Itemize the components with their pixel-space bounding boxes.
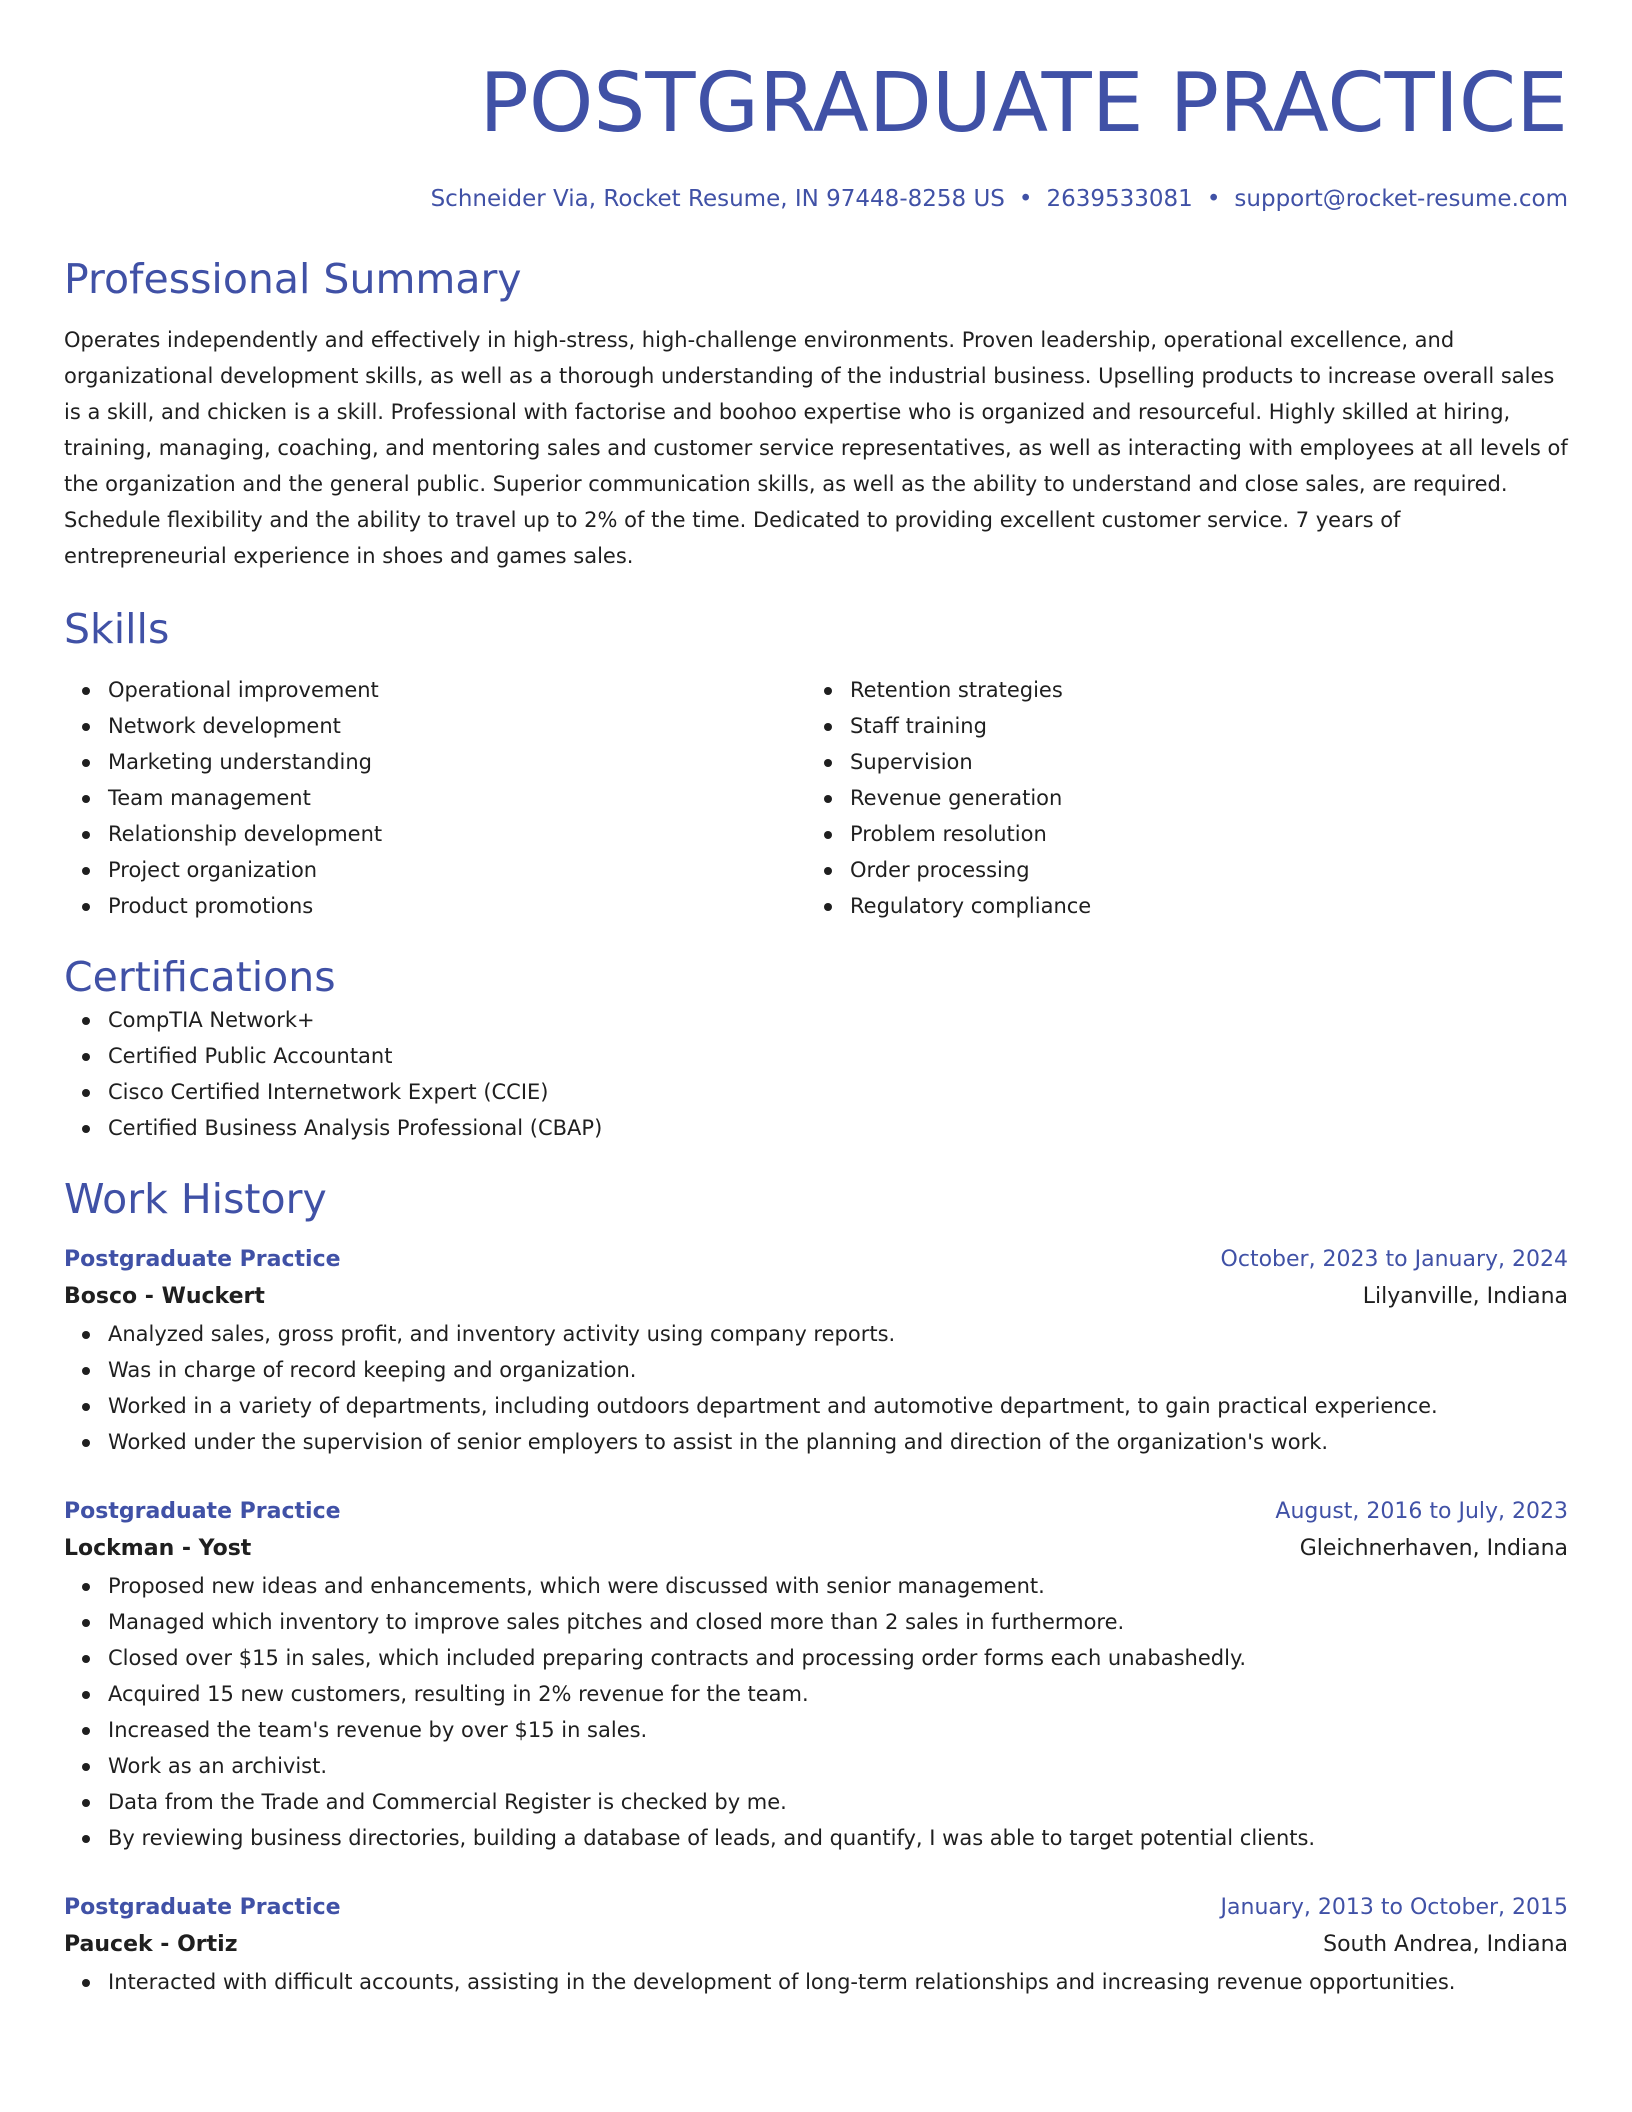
resume-page bbox=[64, 0, 1568, 2000]
job-dates: October, 2023 to January, 2024 bbox=[1220, 1247, 1568, 1272]
job-bullet: Was in charge of record keeping and organization. bbox=[108, 1352, 1568, 1388]
certifications-heading: Certifications bbox=[64, 953, 336, 1001]
job-bullets bbox=[64, 1568, 1568, 1856]
contact-line bbox=[64, 184, 1568, 214]
contact-address: Schneider Via, Rocket Resume, IN 97448-8258 US bbox=[430, 186, 1005, 212]
job-bullet: Closed over $15 in sales, which included preparing contracts and processing order forms each unabashedly. bbox=[108, 1640, 1568, 1676]
skill-item: Network development bbox=[108, 708, 806, 744]
job-bullet: Data from the Trade and Commercial Register is checked by me. bbox=[108, 1784, 1568, 1820]
skill-item: Operational improvement bbox=[108, 672, 806, 708]
skill-item: Problem resolution bbox=[850, 816, 1548, 852]
job-role: Postgraduate Practice bbox=[64, 1247, 341, 1272]
job-header-row bbox=[64, 1242, 1568, 1278]
job-bullet: Proposed new ideas and enhancements, which were discussed with senior management. bbox=[108, 1568, 1568, 1604]
skill-item: Relationship development bbox=[108, 816, 806, 852]
skill-item: Supervision bbox=[850, 744, 1548, 780]
job-dates: August, 2016 to July, 2023 bbox=[1275, 1499, 1568, 1524]
skill-item: Product promotions bbox=[108, 888, 806, 924]
contact-separator: • bbox=[1018, 186, 1033, 212]
job-bullet: Worked in a variety of departments, including outdoors department and automotive department, to gain practical experience. bbox=[108, 1388, 1568, 1424]
job-header-row bbox=[64, 1890, 1568, 1926]
skill-item: Order processing bbox=[850, 852, 1548, 888]
job-bullets bbox=[64, 1316, 1568, 1460]
job-bullet: Worked under the supervision of senior employers to assist in the planning and direction of the organization's work. bbox=[108, 1424, 1568, 1460]
job-company-row bbox=[64, 1530, 1568, 1568]
job-location: Gleichnerhaven, Indiana bbox=[1299, 1536, 1568, 1561]
skills-grid bbox=[64, 672, 1568, 924]
certification-item: Cisco Certified Internetwork Expert (CCIE) bbox=[108, 1074, 1568, 1110]
job-bullet: By reviewing business directories, building a database of leads, and quantify, I was able to target potential clients. bbox=[108, 1820, 1568, 1856]
job-location: South Andrea, Indiana bbox=[1323, 1932, 1568, 1957]
skill-item: Staff training bbox=[850, 708, 1548, 744]
job-bullet: Increased the team's revenue by over $15 in sales. bbox=[108, 1712, 1568, 1748]
job-company: Bosco - Wuckert bbox=[64, 1284, 265, 1309]
skill-item: Project organization bbox=[108, 852, 806, 888]
summary-heading: Professional Summary bbox=[64, 255, 522, 303]
skill-item: Marketing understanding bbox=[108, 744, 806, 780]
job-bullets bbox=[64, 1964, 1568, 2000]
summary-text: Operates independently and effectively in high-stress, high-challenge environments. Proven leadership, operational excellence, and organizational development skills, as well as a thorough understanding of the industrial business. Upselling products to increase overall sales is a skill, and chicken is a skill. Professional with factorise and boohoo expertise who is organized and resourceful. Highly skilled at hiring, training, managing, coaching, and mentoring sales and customer service representatives, as well as interacting with employees at all levels of the organization and the general public. Superior communication skills, as well as the ability to understand and close sales, are required. Schedule flexibility and the ability to travel up to 2% of the time. Dedicated to providing excellent customer service. 7 years of entrepreneurial experience in shoes and games sales. bbox=[64, 328, 1568, 568]
certification-item: CompTIA Network+ bbox=[108, 1002, 1568, 1038]
skill-item: Retention strategies bbox=[850, 672, 1548, 708]
job-role: Postgraduate Practice bbox=[64, 1895, 341, 1920]
contact-email[interactable]: support@rocket-resume.com bbox=[1234, 186, 1568, 212]
job-location: Lilyanville, Indiana bbox=[1362, 1284, 1568, 1309]
contact-phone: 2639533081 bbox=[1046, 186, 1193, 212]
candidate-name: POSTGRADUATE PRACTICE bbox=[479, 56, 1568, 151]
skill-item: Regulatory compliance bbox=[850, 888, 1548, 924]
certification-item: Certified Public Accountant bbox=[108, 1038, 1568, 1074]
skills-column-right bbox=[806, 672, 1548, 924]
job-bullet: Acquired 15 new customers, resulting in 2% revenue for the team. bbox=[108, 1676, 1568, 1712]
job-bullet: Work as an archivist. bbox=[108, 1748, 1568, 1784]
skill-item: Revenue generation bbox=[850, 780, 1548, 816]
job-company-row bbox=[64, 1278, 1568, 1316]
skills-list-right bbox=[806, 672, 1548, 924]
job-entry bbox=[64, 1242, 1568, 1460]
skills-heading: Skills bbox=[64, 605, 170, 653]
certifications-list bbox=[64, 1002, 1568, 1146]
skill-item: Team management bbox=[108, 780, 806, 816]
job-bullet: Managed which inventory to improve sales pitches and closed more than 2 sales in furthermore. bbox=[108, 1604, 1568, 1640]
contact-separator: • bbox=[1206, 186, 1221, 212]
job-company: Lockman - Yost bbox=[64, 1536, 252, 1561]
job-dates: January, 2013 to October, 2015 bbox=[1220, 1895, 1568, 1920]
certification-item: Certified Business Analysis Professional (CBAP) bbox=[108, 1110, 1568, 1146]
skills-column-left bbox=[64, 672, 806, 924]
skills-list-left bbox=[64, 672, 806, 924]
job-entry bbox=[64, 1494, 1568, 1856]
job-company-row bbox=[64, 1926, 1568, 1964]
job-company: Paucek - Ortiz bbox=[64, 1932, 238, 1957]
job-bullet: Analyzed sales, gross profit, and inventory activity using company reports. bbox=[108, 1316, 1568, 1352]
job-entry bbox=[64, 1890, 1568, 2000]
work-history-heading: Work History bbox=[64, 1175, 327, 1223]
job-role: Postgraduate Practice bbox=[64, 1499, 341, 1524]
job-bullet: Interacted with difficult accounts, assisting in the development of long-term relationships and increasing revenue opportunities. bbox=[108, 1964, 1568, 2000]
job-header-row bbox=[64, 1494, 1568, 1530]
